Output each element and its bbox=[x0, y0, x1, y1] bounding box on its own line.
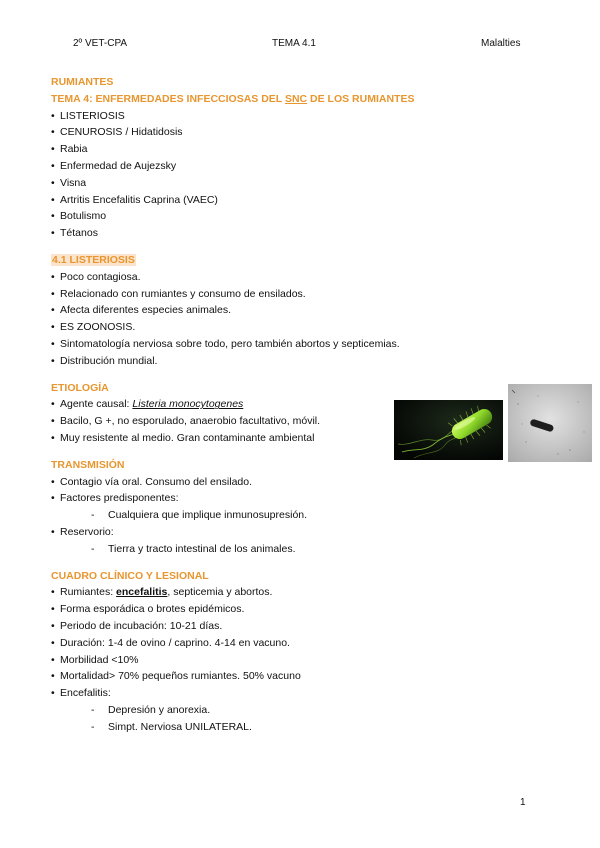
etiologia-heading: ETIOLOGÍA bbox=[51, 381, 109, 394]
list-item: • Duración: 1-4 de ovino / caprino. 4-14 en vacuno. bbox=[51, 635, 571, 652]
list-item: • Mortalidad> 70% pequeños rumiantes. 50% vacuno bbox=[51, 668, 571, 685]
listeriosis-list bbox=[51, 269, 571, 370]
list-item: • Encefalitis: bbox=[51, 685, 571, 702]
header-subject: Malalties bbox=[481, 38, 521, 49]
list-item: • Rumiantes: encefalitis, septicemia y abortos. bbox=[51, 584, 571, 601]
list-item: • Artritis Encefalitis Caprina (VAEC) bbox=[51, 192, 571, 209]
list-item: • Periodo de incubación: 10-21 días. bbox=[51, 618, 571, 635]
page-number: 1 bbox=[520, 797, 526, 808]
list-item: • Sintomatología nerviosa sobre todo, pero también abortos y septicemias. bbox=[51, 336, 571, 353]
list-item: • Rabia bbox=[51, 141, 571, 158]
list-item: • ES ZOONOSIS. bbox=[51, 319, 571, 336]
header-topic: TEMA 4.1 bbox=[272, 38, 316, 49]
micrograph-image bbox=[508, 384, 592, 462]
list-item: • Afecta diferentes especies animales. bbox=[51, 302, 571, 319]
list-item: • Poco contagiosa. bbox=[51, 269, 571, 286]
list-item: • Visna bbox=[51, 175, 571, 192]
list-item: • Botulismo bbox=[51, 208, 571, 225]
sub-item: - Tierra y tracto intestinal de los animales. bbox=[91, 542, 296, 555]
list-item: • LISTERIOSIS bbox=[51, 108, 571, 125]
list-item: • Distribución mundial. bbox=[51, 353, 571, 370]
snc-abbrev: SNC bbox=[284, 92, 308, 105]
cuadro-heading: CUADRO CLÍNICO Y LESIONAL bbox=[51, 569, 209, 582]
tema-title: TEMA 4: ENFERMEDADES INFECCIOSAS DEL SNC DE LOS RUMIANTES bbox=[51, 92, 415, 105]
listeriosis-heading: 4.1 LISTERIOSIS bbox=[52, 253, 135, 266]
page-header bbox=[0, 38, 600, 52]
bacterium-illustration bbox=[394, 400, 503, 460]
sub-item: - Simpt. Nerviosa UNILATERAL. bbox=[91, 720, 252, 733]
list-item: • Bacilo, G +, no esporulado, anaerobio facultativo, móvil. bbox=[51, 413, 571, 430]
list-item: • Forma esporádica o brotes epidémicos. bbox=[51, 601, 571, 618]
list-item: • Tétanos bbox=[51, 225, 571, 242]
list-item: • Agente causal: Listeria monocytogenes bbox=[51, 396, 571, 413]
list-item: • Enfermedad de Aujezsky bbox=[51, 158, 571, 175]
disease-list bbox=[51, 108, 571, 242]
transmision-heading: TRANSMISIÓN bbox=[51, 458, 125, 471]
list-item: • Muy resistente al medio. Gran contaminante ambiental bbox=[51, 430, 571, 447]
list-item: • Reservorio: bbox=[51, 524, 571, 541]
list-item: • Morbilidad <10% bbox=[51, 652, 571, 669]
section-title: RUMIANTES bbox=[51, 76, 114, 88]
sub-item: - Cualquiera que implique inmunosupresión. bbox=[91, 509, 308, 522]
header-course: 2º VET-CPA bbox=[73, 38, 128, 49]
list-item: • Factores predisponentes: bbox=[51, 490, 571, 507]
list-item: • CENUROSIS / Hidatidosis bbox=[51, 124, 571, 141]
list-item: • Contagio vía oral. Consumo del ensilado. bbox=[51, 474, 571, 491]
species-name: Listeria monocytogenes bbox=[132, 398, 244, 411]
emphasis: encefalitis bbox=[116, 586, 168, 599]
list-item: • Relacionado con rumiantes y consumo de ensilados. bbox=[51, 286, 571, 303]
sub-item: - Depresión y anorexia. bbox=[91, 703, 211, 716]
